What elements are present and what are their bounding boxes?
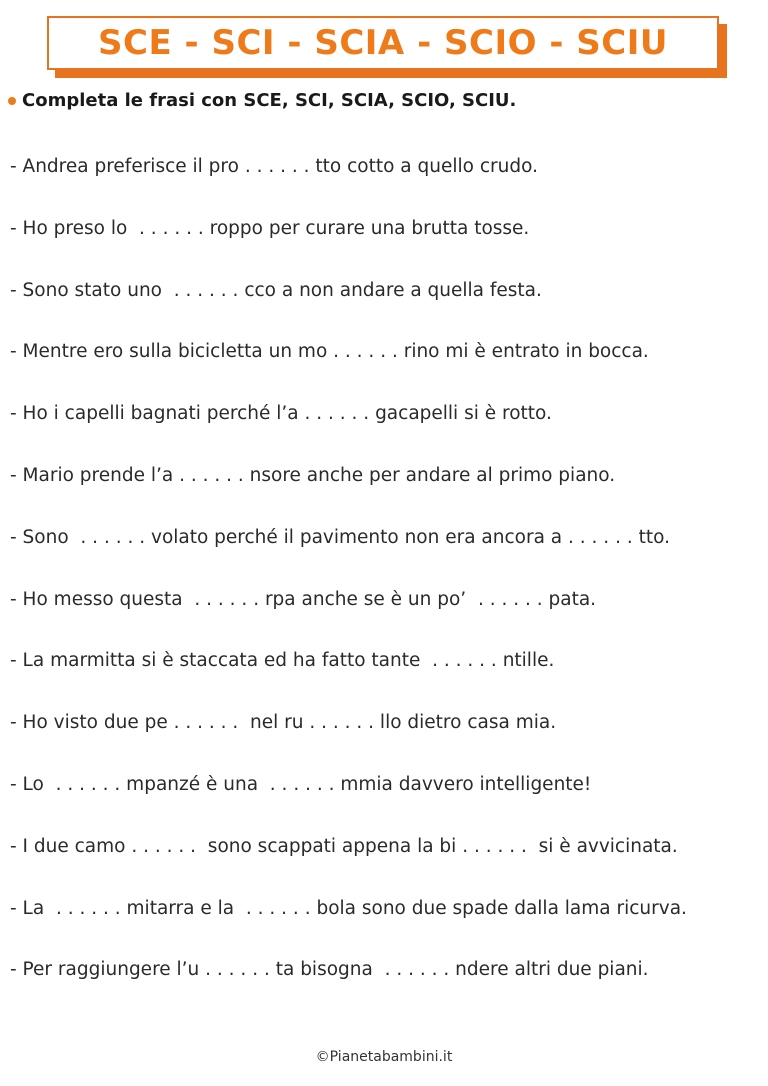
- sentence-item: - Ho preso lo . . . . . . roppo per curare una brutta tosse.: [10, 217, 530, 239]
- sentence-list: [10, 153, 687, 1018]
- sentence-item: - Per raggiungere l’u . . . . . . ta bisogna . . . . . . ndere altri due piani.: [10, 959, 649, 981]
- page-title: SCE - SCI - SCIA - SCIO - SCIU: [98, 23, 668, 63]
- footer-credit: ©Pianetabambini.it: [315, 1049, 453, 1065]
- sentence-item: - I due camo . . . . . . sono scappati appena la bi . . . . . . si è avvicinata.: [10, 835, 678, 857]
- title-banner: [47, 16, 719, 70]
- sentence-item: - Ho i capelli bagnati perché l’a . . . . . . gacapelli si è rotto.: [10, 403, 552, 425]
- sentence-item: - Lo . . . . . . mpanzé è una . . . . . . mmia davvero intelligente!: [10, 773, 592, 795]
- sentence-item: - Andrea preferisce il pro . . . . . . tto cotto a quello crudo.: [10, 156, 538, 177]
- sentence-item: - Mentre ero sulla bicicletta un mo . . . . . . rino mi è entrato in bocca.: [10, 341, 649, 363]
- bullet-icon: [8, 97, 16, 105]
- sentence-item: - Ho visto due pe . . . . . . nel ru . . . . . . llo dietro casa mia.: [10, 712, 557, 734]
- instruction: [8, 90, 516, 111]
- instruction-text: Completa le frasi con SCE, SCI, SCIA, SCIO, SCIU.: [22, 90, 517, 111]
- sentence-item: - Sono . . . . . . volato perché il pavimento non era ancora a . . . . . . tto.: [10, 526, 670, 548]
- sentence-item: - Sono stato uno . . . . . . cco a non andare a quella festa.: [10, 279, 542, 301]
- sentence-item: - Mario prende l’a . . . . . . nsore anche per andare al primo piano.: [10, 464, 616, 486]
- sentence-item: - Ho messo questa . . . . . . rpa anche se è un po’ . . . . . . pata.: [10, 588, 597, 610]
- sentence-item: - La . . . . . . mitarra e la . . . . . . bola sono due spade dalla lama ricurva.: [10, 897, 687, 919]
- sentence-item: - La marmitta si è staccata ed ha fatto tante . . . . . . ntille.: [10, 650, 555, 672]
